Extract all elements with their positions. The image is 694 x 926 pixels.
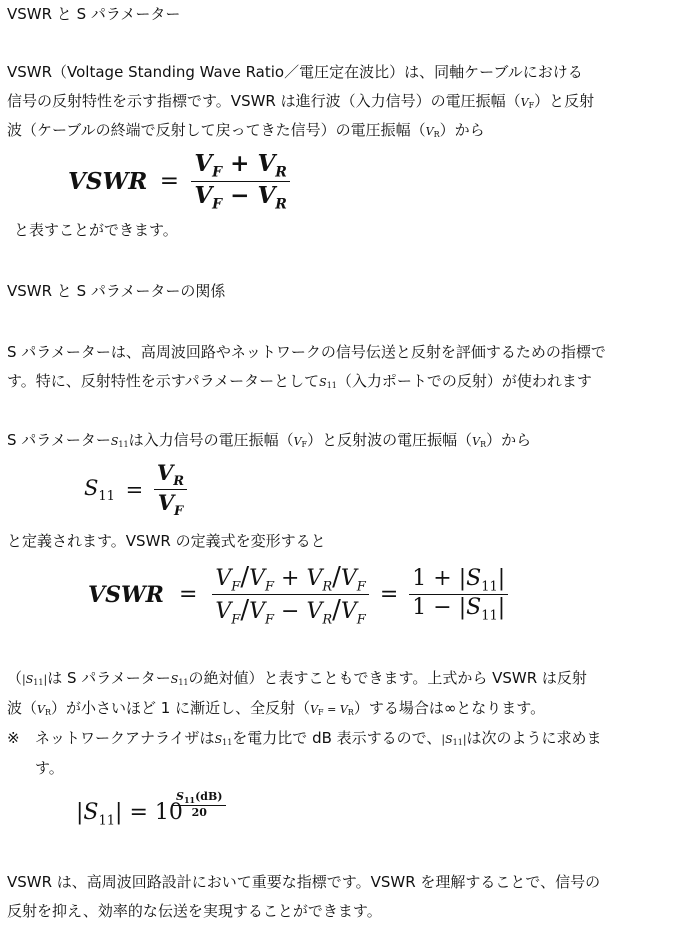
intro-line-2: 信号の反射特性を示す指標です。VSWR は進行波（入力信号）の電圧振幅$(V_F)$と反射 xyxy=(7,92,595,110)
s-param-line-2: す。特に、反射特性を示すパラメーターとして$S_{11}$（入力ポートでの反射）が使われます xyxy=(7,372,592,390)
transform-intro: と定義されます。VSWR の定義式を変形すると xyxy=(7,532,326,550)
vf-inline: $V_F$ xyxy=(520,96,535,110)
vr-inline: $V_R$ xyxy=(425,125,440,139)
conclusion-line-2: 反射を抑え、効率的な伝送を実現することができます。 xyxy=(7,902,382,920)
formula-s11-definition: $S_{11}$ = $\frac{V_R}{V_F}$ xyxy=(84,460,187,519)
s11-inline: $S_{11}$ xyxy=(319,376,337,390)
s-param-line-1: S パラメーターは、高周波回路やネットワークの信号伝送と反射を評価するための指標で xyxy=(7,343,606,361)
formula-vswr-definition: VSWR = $\frac{V_F + V_R}{V_F - V_R}$ xyxy=(68,150,290,212)
intro-line-3: 波（ケーブルの終端で反射して戻ってきた信号）の電圧振幅$(V_R)$から xyxy=(7,121,485,139)
note-line-2: す。 xyxy=(35,759,64,777)
abs-value-line-2: 波$(V_R)$が小さいほど 1 に漸近し、全反射$(V_F = V_R)$する場合は∞となります。 xyxy=(7,699,546,717)
section-heading: VSWR と S パラメーターの関係 xyxy=(7,282,226,300)
formula-vswr-s11: VSWR = $\frac{V_F/V_F + V_R/V_F}{V_F/V_F - V_R/V_F}$ = $\frac{1 + |S_{11}|}{1 - |S_{11}|}$ xyxy=(88,562,508,628)
intro-line-1: VSWR（Voltage Standing Wave Ratio／電圧定在波比）は、同軸ケーブルにおける xyxy=(7,63,583,81)
s11-definition-line: S パラメーター$S_{11}$は入力信号の電圧振幅$(V_F)$と反射波の電圧振幅$(V_R)$から xyxy=(7,431,532,449)
formula1-caption: と表すことができます。 xyxy=(14,221,178,239)
conclusion-line-1: VSWR は、高周波回路設計において重要な指標です。VSWR を理解することで、信号の xyxy=(7,873,601,891)
abs-value-line-1: （$|S_{11}|$は S パラメーター$S_{11}$の絶対値）と表すこともできます。上式から VSWR は反射 xyxy=(7,669,587,687)
page-title: VSWR と S パラメーター xyxy=(7,5,181,23)
note-mark: ※ xyxy=(7,729,20,747)
note-line-1: ネットワークアナライザは$S_{11}$を電力比で dB 表示するので、$|S_{11}|$は次のように求めま xyxy=(35,729,602,747)
